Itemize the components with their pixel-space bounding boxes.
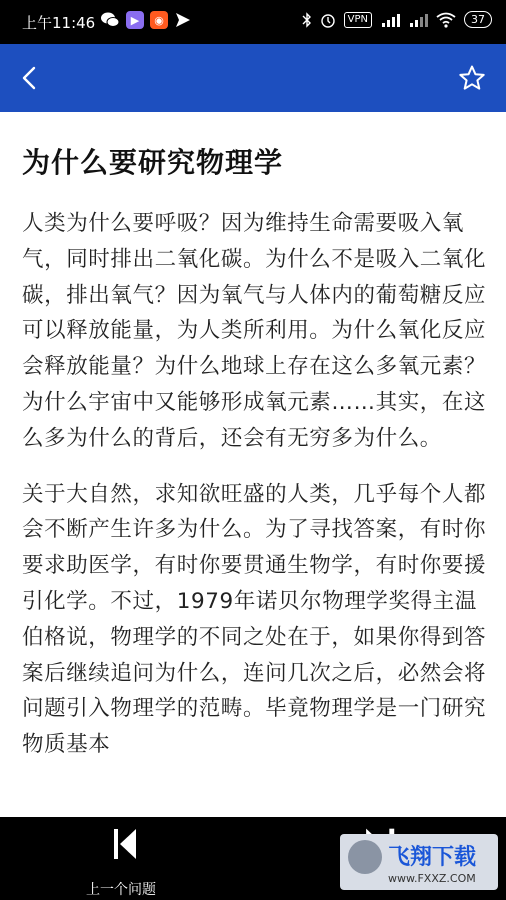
status-right xyxy=(302,11,492,28)
article-body xyxy=(22,206,488,783)
alarm-icon xyxy=(320,12,336,28)
article-paragraph: 关于大自然，求知欲旺盛的人类，几乎每个人都会不断产生许多为什么。为了寻找答案，有时你要求助医学，有时你要贯通生物学，有时你要援引化学。不过，1979年诺贝尔物理学奖得主温伯格说，物理学的不同之处在于，如果你得到答案后继续追问为什么，连问几次之后，必然会将问题引入物理学的范畴。毕竟物理学是一门研究物质基本 xyxy=(22,481,487,758)
chevron-left-icon[interactable] xyxy=(16,64,44,92)
top-toolbar xyxy=(0,44,506,112)
bluetooth-icon xyxy=(302,12,312,28)
notification-icons xyxy=(100,11,192,29)
watermark-logo-icon xyxy=(348,840,382,874)
previous-question-label: 上一个问题 xyxy=(86,882,156,898)
app-icon-orange: ◉ xyxy=(150,11,168,29)
status-bar xyxy=(0,0,506,44)
send-icon xyxy=(174,11,192,29)
signal-icon-2 xyxy=(408,12,428,28)
signal-icon xyxy=(380,12,400,28)
watermark-brand: 飞翔下载 xyxy=(388,845,477,870)
app-icon-purple: ▶ xyxy=(126,11,144,29)
battery-indicator: 37 xyxy=(464,11,492,28)
watermark-url: www.FXXZ.COM xyxy=(388,872,476,885)
star-outline-icon[interactable] xyxy=(458,64,486,92)
article-title: 为什么要研究物理学 xyxy=(22,146,284,179)
wechat-icon xyxy=(100,11,120,29)
vpn-badge: VPN xyxy=(344,12,372,28)
watermark xyxy=(340,834,498,890)
previous-question-button[interactable] xyxy=(86,825,166,900)
skip-previous-icon xyxy=(112,827,138,861)
article-paragraph: 人类为什么要呼吸？因为维持生命需要吸入氧气，同时排出二氧化碳。为什么不是吸入二氧化碳，排出氧气？因为氧气与人体内的葡萄糖反应可以释放能量，为人类所利用。为什么氧化反应会释放能量？为什么地球上存在这么多氧元素？为什么宇宙中又能够形成氧元素……其实，在这么多为什么的背后，还会有无穷多为什么。 xyxy=(22,211,487,451)
wifi-icon xyxy=(436,12,456,28)
status-time: 上午11:46 xyxy=(22,14,96,32)
